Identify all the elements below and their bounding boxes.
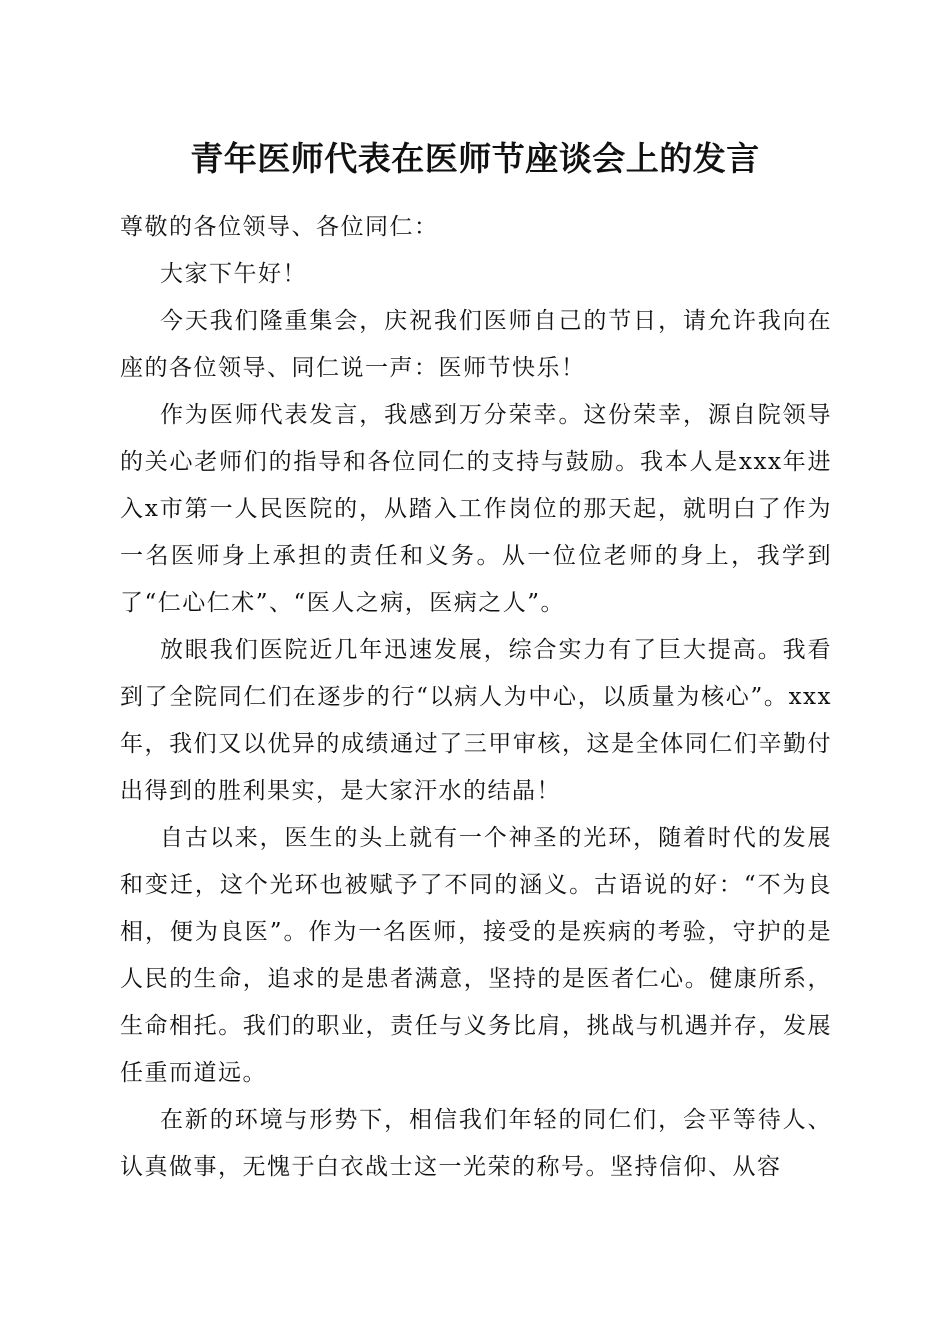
salutation: 尊敬的各位领导、各位同仁：: [120, 214, 439, 240]
paragraph: 自古以来，医生的头上就有一个神圣的光环，随着时代的发展和变迁，这个光环也被赋予了不同的涵义。古语说的好：“不为良相，便为良医”。作为一名医师，接受的是疾病的考验，守护的是人民的生命，追求的是患者满意，坚持的是医者仁心。健康所系，生命相托。我们的职业，责任与义务比肩，挑战与机遇并存，发展任重而道远。: [120, 825, 832, 1086]
paragraph: 作为医师代表发言，我感到万分荣幸。这份荣幸，源自院领导的关心老师们的指导和各位同仁的支持与鼓励。我本人是xxx年进入x市第一人民医院的，从踏入工作岗位的那天起，就明白了作为一名医师身上承担的责任和义务。从一位位老师的身上，我学到了“仁心仁术”、“医人之病，医病之人”。: [120, 402, 832, 616]
paragraph: 今天我们隆重集会，庆祝我们医师自己的节日，请允许我向在座的各位领导、同仁说一声：医师节快乐！: [120, 308, 832, 381]
paragraph: 放眼我们医院近几年迅速发展，综合实力有了巨大提高。我看到了全院同仁们在逐步的行“以病人为中心，以质量为核心”。xxx年，我们又以优异的成绩通过了三甲审核，这是全体同仁们辛勤付出得到的胜利果实，是大家汗水的结晶！: [120, 637, 832, 804]
paragraph: 大家下午好！: [160, 261, 307, 287]
document-body: [120, 204, 832, 1191]
document-title: 青年医师代表在医师节座谈会上的发言: [190, 139, 760, 178]
paragraph: 在新的环境与形势下，相信我们年轻的同仁们，会平等待人、认真做事，无愧于白衣战士这一光荣的称号。坚持信仰、从容: [120, 1107, 832, 1180]
